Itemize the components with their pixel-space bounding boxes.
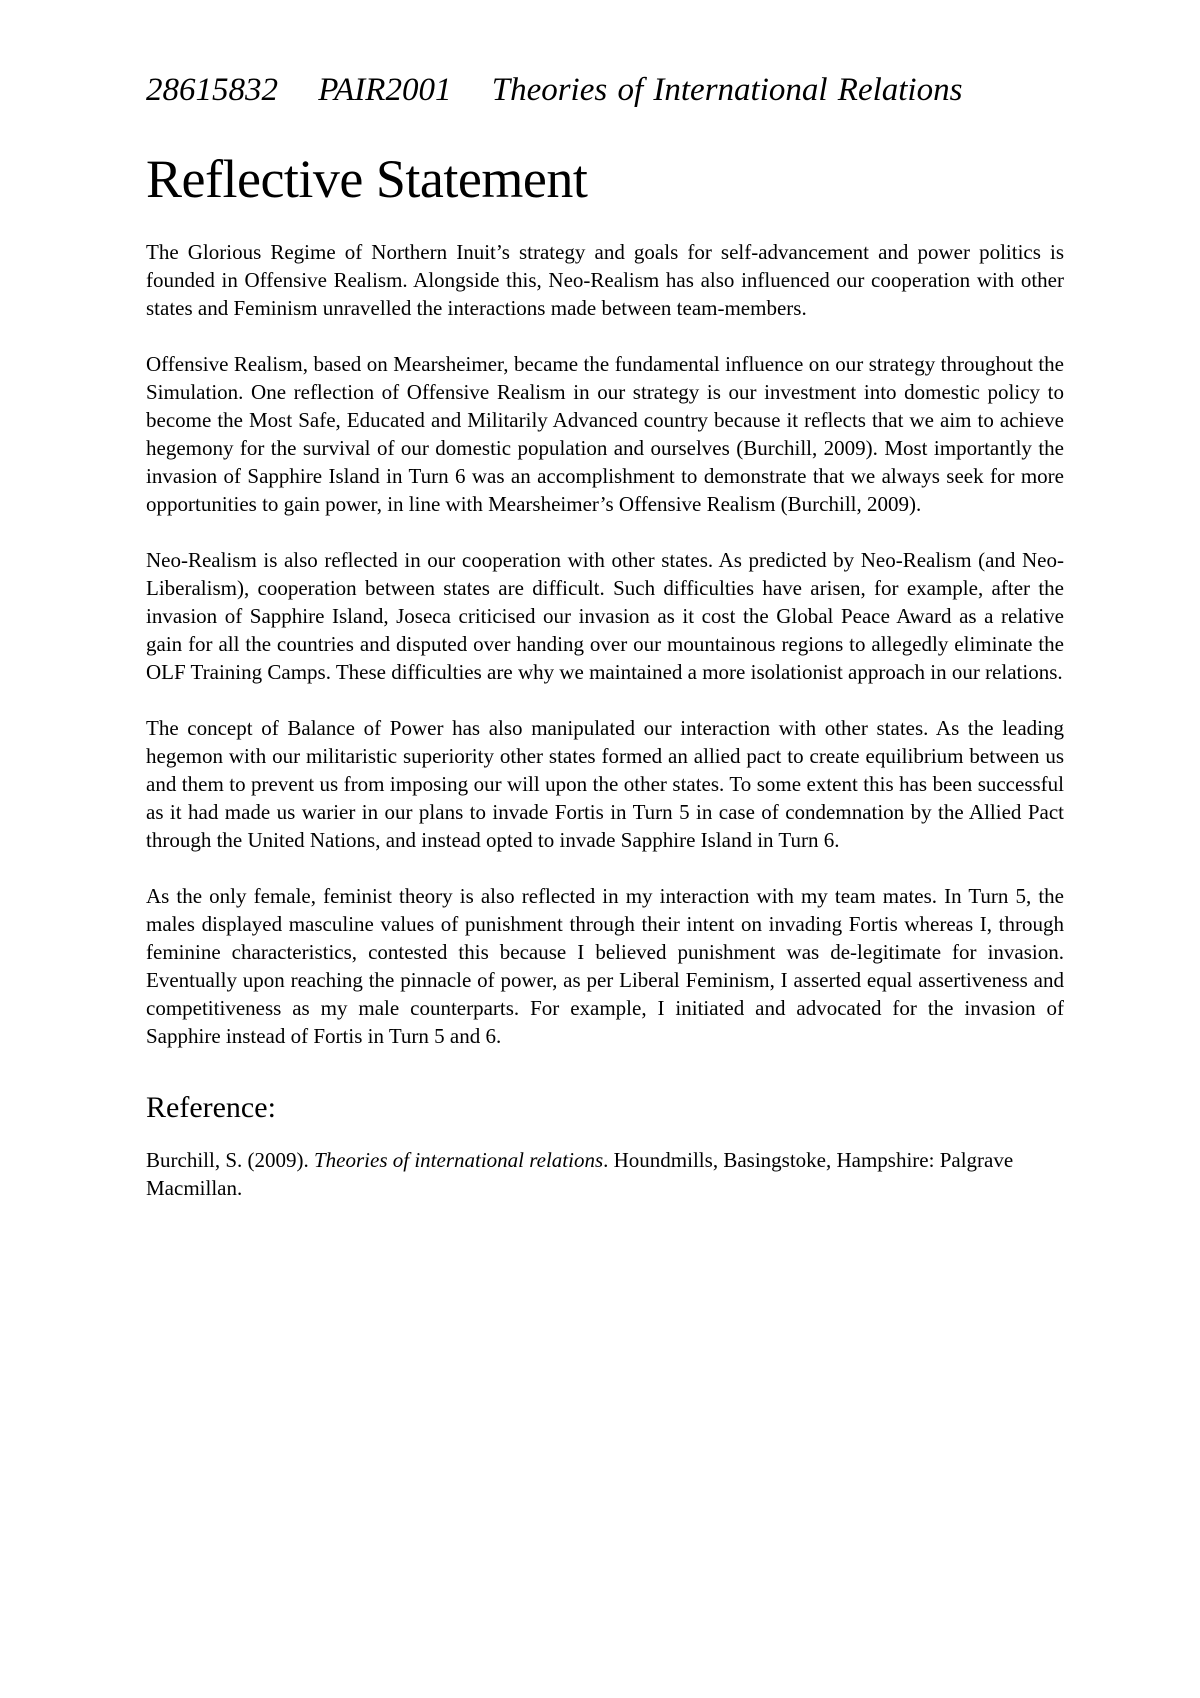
- reference-book-title: Theories of international relations: [314, 1148, 604, 1172]
- paragraph-balance-of-power: The concept of Balance of Power has also manipulated our interaction with other states. As the leading hegemon with our militaristic superiority other states formed an allied pact to create equilibrium between us and them to prevent us from imposing our will upon the other states. To some extent this has been successful as it had made us warier in our plans to invade Fortis in Turn 5 in case of condemnation by the Allied Pact through the United Nations, and instead opted to invade Sapphire Island in Turn 6.: [146, 716, 1064, 852]
- reference-author-year: Burchill, S. (2009).: [146, 1148, 314, 1172]
- module-code: PAIR2001: [318, 72, 452, 108]
- paragraph-feminism: As the only female, feminist theory is also reflected in my interaction with my team mates. In Turn 5, the males displayed masculine values of punishment through their intent on invading Fortis whereas I, through feminine characteristics, contested this because I believed punishment was de-legitimate for invasion. Eventually upon reaching the pinnacle of power, as per Liberal Feminism, I asserted equal assertiveness and competitiveness as my male counterparts. For example, I initiated and advocated for the invasion of Sapphire instead of Fortis in Turn 5 and 6.: [146, 884, 1064, 1048]
- document-header: [146, 60, 1064, 120]
- reference-heading: Reference:: [146, 1091, 276, 1124]
- reference-entry: [146, 1146, 1064, 1202]
- document-page: [146, 60, 1064, 1202]
- paragraph-offensive-realism: Offensive Realism, based on Mearsheimer, became the fundamental influence on our strategy throughout the Simulation. One reflection of Offensive Realism in our strategy is our investment into domestic policy to become the Most Safe, Educated and Militarily Advanced country because it reflects that we aim to achieve hegemony for the survival of our domestic population and ourselves (Burchill, 2009). Most importantly the invasion of Sapphire Island in Turn 6 was an accomplishment to demonstrate that we always seek for more opportunities to gain power, in line with Mearsheimer’s Offensive Realism (Burchill, 2009).: [146, 352, 1064, 516]
- module-title: Theories of International Relations: [491, 72, 963, 108]
- student-id: 28615832: [146, 72, 278, 108]
- paragraph-intro: The Glorious Regime of Northern Inuit’s strategy and goals for self-advancement and power politics is founded in Offensive Realism. Alongside this, Neo-Realism has also influenced our cooperation with other states and Feminism unravelled the interactions made between team-members.: [146, 240, 1064, 320]
- page-title: Reflective Statement: [146, 149, 588, 209]
- reference-publisher: . Houndmills, Basingstoke, Hampshire: Palgrave Macmillan.: [146, 1148, 1014, 1200]
- paragraph-neo-realism: Neo-Realism is also reflected in our cooperation with other states. As predicted by Neo-Realism (and Neo-Liberalism), cooperation between states are difficult. Such difficulties have arisen, for example, after the invasion of Sapphire Island, Joseca criticised our invasion as it cost the Global Peace Award as a relative gain for all the countries and disputed over handing over our mountainous regions to allegedly eliminate the OLF Training Camps. These difficulties are why we maintained a more isolationist approach in our relations.: [146, 548, 1064, 684]
